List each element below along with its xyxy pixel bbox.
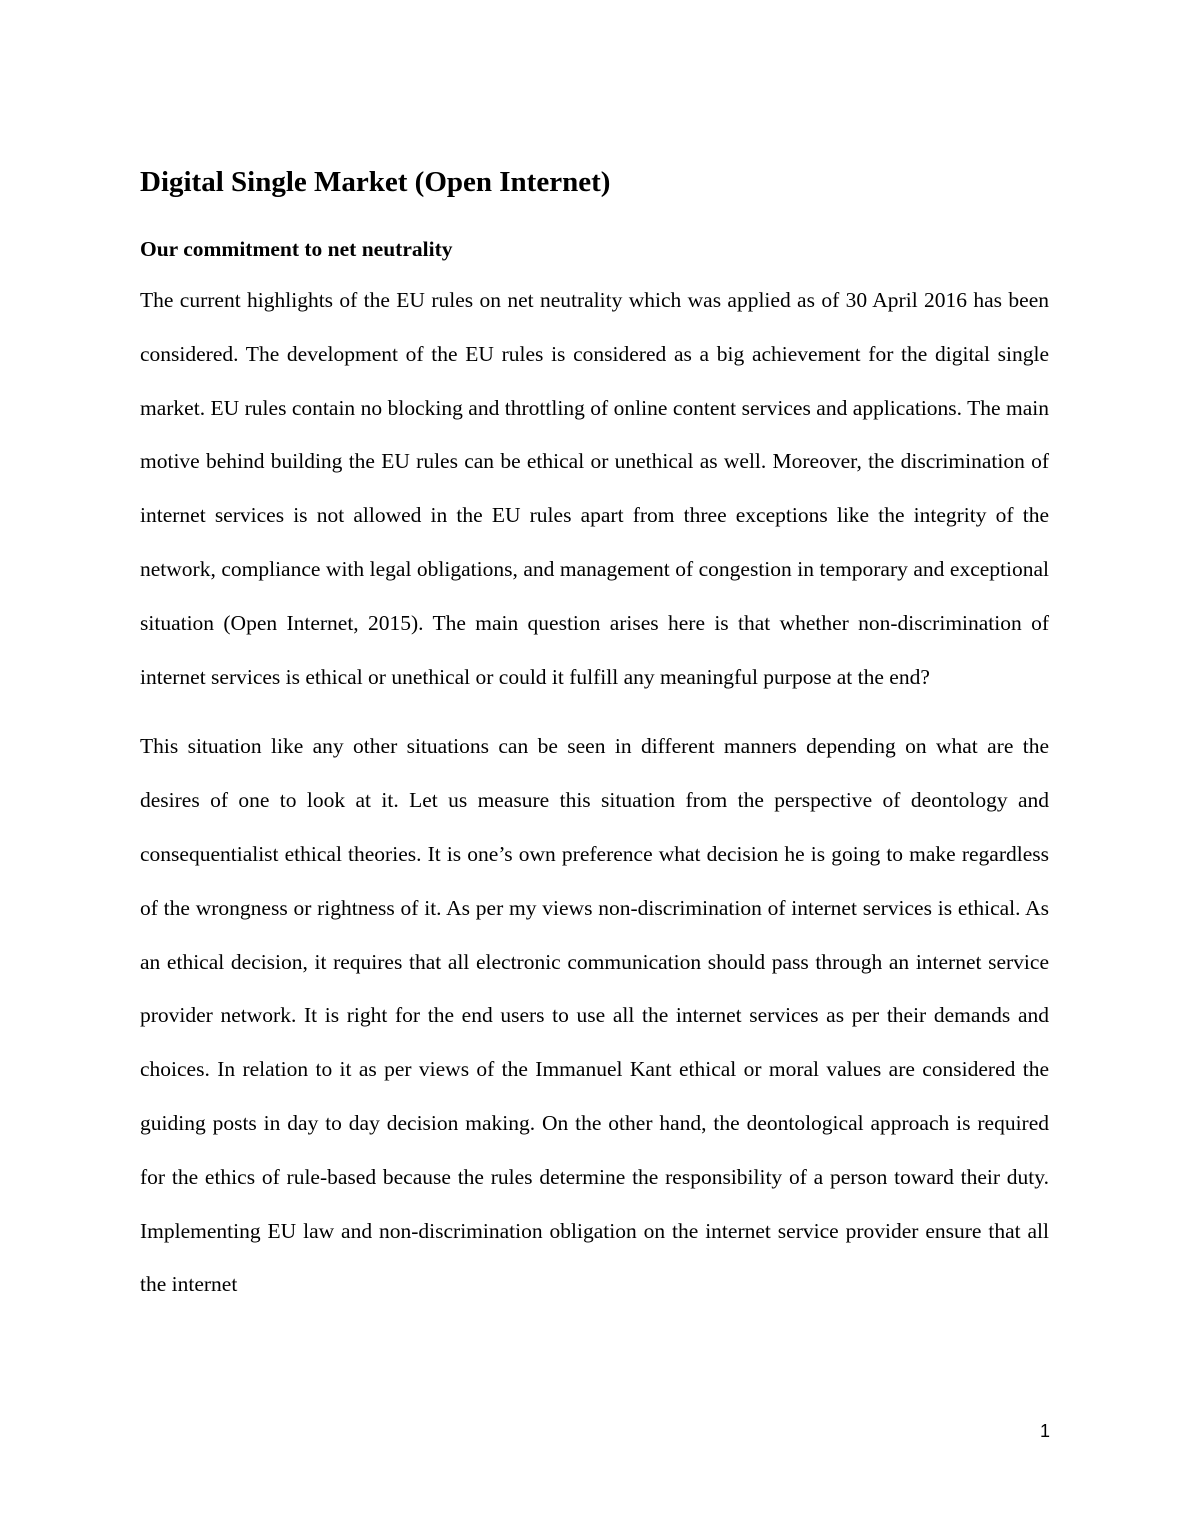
section-heading: Our commitment to net neutrality xyxy=(140,237,453,261)
body-paragraph-2: This situation like any other situations can be seen in different manners depending on what are the desires of one to look at it. Let us measure this situation from the perspective of deontology and consequentialist ethical theories. It is one’s own preference what decision he is going to make regardless of the wrongness or rightness of it. As per my views non-discrimination of internet services is ethical. As an ethical decision, it requires that all electronic communication should pass through an internet service provider network. It is right for the end users to use all the internet services as per their demands and choices. In relation to it as per views of the Immanuel Kant ethical or moral values are considered the guiding posts in day to day decision making. On the other hand, the deontological approach is required for the ethics of rule-based because the rules determine the responsibility of a person toward their duty. Implementing EU law and non-discrimination obligation on the internet service provider ensure that all the internet xyxy=(140,734,1049,1297)
page-body xyxy=(140,160,1049,1312)
body-paragraph-1: The current highlights of the EU rules on net neutrality which was applied as of 30 April 2016 has been considered. The development of the EU rules is considered as a big achievement for the digital single market. EU rules contain no blocking and throttling of online content services and applications. The main motive behind building the EU rules can be ethical or unethical as well. Moreover, the discrimination of internet services is not allowed in the EU rules apart from three exceptions like the integrity of the network, compliance with legal obligations, and management of congestion in temporary and exceptional situation (Open Internet, 2015). The main question arises here is that whether non-discrimination of internet services is ethical or unethical or could it fulfill any meaningful purpose at the end? xyxy=(140,288,1049,689)
document-title: Digital Single Market (Open Internet) xyxy=(140,166,611,198)
page-number: 1 xyxy=(1039,1421,1050,1441)
